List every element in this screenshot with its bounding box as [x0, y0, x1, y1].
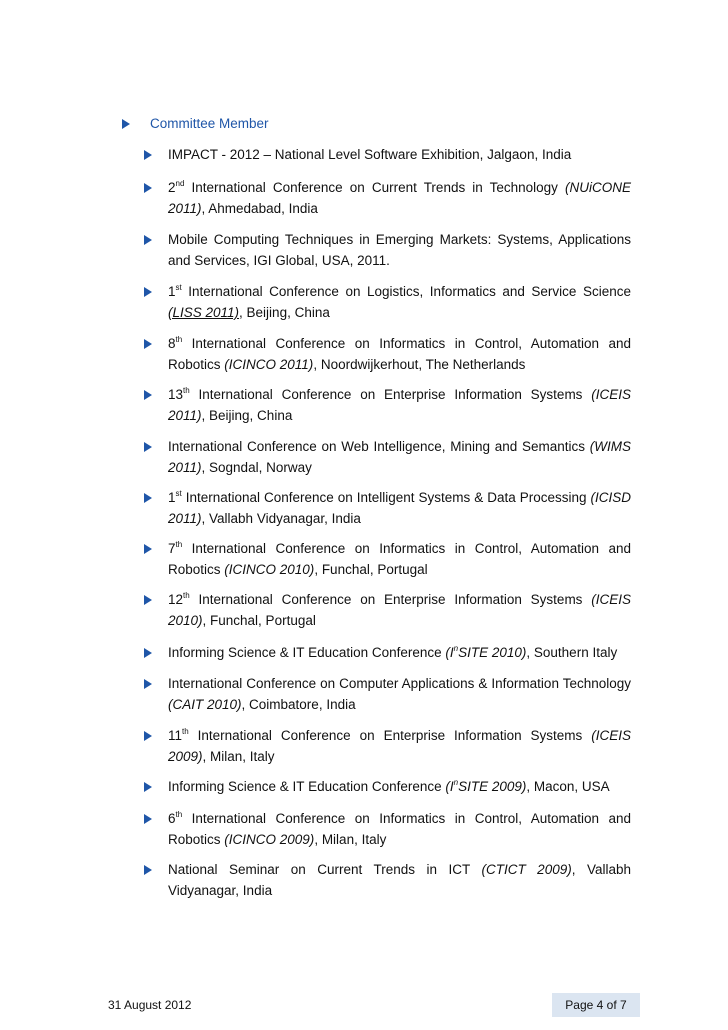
entry-text: (ICEIS — [591, 728, 631, 743]
entry-text: 11 — [168, 728, 183, 743]
entry-text: , Ahmedabad, India — [201, 201, 318, 216]
entry-text: 2011) — [168, 408, 202, 423]
entry-text: National Seminar on Current Trends in ICT — [168, 862, 482, 877]
ordinal-superscript: n — [453, 778, 459, 787]
committee-entry — [168, 673, 631, 715]
arrow-bullet-icon — [144, 865, 152, 875]
arrow-bullet-icon — [144, 595, 152, 605]
arrow-bullet-icon — [144, 150, 152, 160]
entry-text: IMPACT - 2012 – National Level Software Exhibition, Jalgaon, India — [168, 147, 572, 162]
committee-entry — [168, 333, 631, 375]
entry-text: SITE 2009) — [458, 779, 527, 794]
entry-text: (I — [445, 779, 454, 794]
entry-line — [168, 250, 631, 271]
entry-line — [168, 859, 631, 880]
ordinal-superscript: n — [453, 644, 459, 653]
entry-line — [168, 144, 631, 165]
entry-line — [168, 746, 631, 767]
entry-text: Vidyanagar, India — [168, 883, 273, 898]
entry-text: 7 — [168, 541, 176, 556]
entry-text: (CAIT 2010) — [168, 697, 242, 712]
entry-text: (WIMS — [589, 439, 631, 454]
entry-text: International Conference on Informatics in Control, Automation and — [182, 541, 631, 556]
entry-text: (CTICT 2009) — [481, 862, 572, 877]
entry-line — [168, 333, 631, 354]
entry-text: 2011) — [168, 460, 202, 475]
entry-text: , Milan, Italy — [202, 749, 275, 764]
entry-text: 12 — [168, 592, 184, 607]
committee-entry — [168, 436, 631, 478]
entry-text: Robotics — [168, 357, 225, 372]
entry-line — [168, 776, 631, 797]
committee-entry — [168, 642, 631, 663]
committee-entry — [168, 384, 631, 426]
committee-entry — [168, 589, 631, 631]
entry-line — [168, 384, 631, 405]
entry-text: 2009) — [168, 749, 203, 764]
entry-text: , Macon, USA — [526, 779, 610, 794]
entry-text: Mobile Computing Techniques in Emerging Markets: Systems, Applications — [168, 232, 631, 247]
ordinal-superscript: th — [175, 335, 183, 344]
arrow-bullet-icon — [144, 390, 152, 400]
ordinal-superscript: th — [182, 727, 189, 736]
entry-text: 6 — [168, 811, 176, 826]
entry-text: International Conference on Enterprise Information Systems — [189, 592, 592, 607]
entry-text: International Conference on Enterprise Information Systems — [188, 728, 592, 743]
ordinal-superscript: th — [175, 540, 183, 549]
ordinal-superscript: st — [175, 283, 182, 292]
ordinal-superscript: st — [175, 489, 182, 498]
entry-text: and Services, IGI Global, USA, 2011. — [168, 253, 390, 268]
entry-line — [168, 354, 631, 375]
arrow-bullet-icon — [144, 731, 152, 741]
arrow-bullet-icon — [122, 119, 130, 129]
entry-text: SITE 2010) — [458, 645, 527, 660]
entry-text: International Conference on Informatics in Control, Automation and — [182, 811, 631, 826]
entry-text: , Vallabh — [571, 862, 631, 877]
entry-text: , Beijing, China — [201, 408, 293, 423]
entry-text: International Conference on Web Intelligence, Mining and Semantics — [168, 439, 590, 454]
entry-text: 1 — [168, 284, 176, 299]
entry-text: Robotics — [168, 832, 225, 847]
entry-line — [168, 694, 631, 715]
entry-text: , Sogndal, Norway — [201, 460, 312, 475]
ordinal-superscript: nd — [175, 179, 185, 188]
entry-text: , Funchal, Portugal — [202, 613, 316, 628]
heading-text: Committee Member — [150, 116, 269, 131]
entry-text: International Conference on Computer Applications & Information Technology — [168, 676, 631, 691]
entry-line — [168, 589, 631, 610]
entry-text: , Noordwijkerhout, The Netherlands — [313, 357, 526, 372]
entry-text: Informing Science & IT Education Conference — [168, 779, 446, 794]
entry-line — [168, 229, 631, 250]
ordinal-superscript: th — [183, 591, 190, 600]
entry-text: 2011) — [168, 201, 202, 216]
entry-line — [168, 198, 631, 219]
arrow-bullet-icon — [144, 782, 152, 792]
arrow-bullet-icon — [144, 648, 152, 658]
entry-text: (ICISD — [590, 490, 631, 505]
entry-text: 1 — [168, 490, 176, 505]
footer-date: 31 August 2012 — [108, 998, 192, 1012]
entry-text: Robotics — [168, 562, 225, 577]
entry-line — [168, 302, 631, 323]
entry-text: (ICINCO 2011) — [224, 357, 314, 372]
committee-entry — [168, 859, 631, 901]
committee-entry — [168, 177, 631, 219]
arrow-bullet-icon — [144, 544, 152, 554]
arrow-bullet-icon — [144, 339, 152, 349]
arrow-bullet-icon — [144, 679, 152, 689]
committee-entry — [168, 808, 631, 850]
entry-line — [168, 508, 631, 529]
entry-line — [168, 642, 631, 663]
entry-line — [168, 177, 631, 198]
entry-line — [168, 610, 631, 631]
entry-text: 8 — [168, 336, 176, 351]
entry-text: , Milan, Italy — [314, 832, 387, 847]
entry-line — [168, 559, 631, 580]
arrow-bullet-icon — [144, 235, 152, 245]
entry-text: 13 — [168, 387, 184, 402]
entry-text: (I — [445, 645, 454, 660]
entry-line — [168, 281, 631, 302]
entry-text: (ICINCO 2010) — [224, 562, 315, 577]
page-number: Page 4 of 7 — [552, 993, 640, 1017]
entry-text: 2 — [168, 180, 176, 195]
entry-text: International Conference on Enterprise Information Systems — [189, 387, 592, 402]
entry-text: , Coimbatore, India — [241, 697, 356, 712]
entry-text: (ICEIS — [591, 592, 631, 607]
ordinal-superscript: th — [175, 810, 183, 819]
arrow-bullet-icon — [144, 493, 152, 503]
entry-line — [168, 725, 631, 746]
entry-line — [168, 829, 631, 850]
committee-entry — [168, 487, 631, 529]
entry-text: , Funchal, Portugal — [314, 562, 428, 577]
entry-line — [168, 405, 631, 426]
entry-text: (NUiCONE — [565, 180, 631, 195]
entry-line — [168, 457, 631, 478]
entry-text: (LISS 2011) — [168, 305, 240, 320]
entry-line — [168, 673, 631, 694]
entry-line — [168, 880, 631, 901]
entry-line — [168, 487, 631, 508]
entry-text: 2010) — [168, 613, 203, 628]
entry-text: , Beijing, China — [239, 305, 330, 320]
entry-line — [168, 538, 631, 559]
committee-entry — [168, 144, 631, 165]
arrow-bullet-icon — [144, 814, 152, 824]
entry-text: (ICEIS — [591, 387, 631, 402]
entry-text: International Conference on Logistics, Informatics and Service Science — [181, 284, 631, 299]
entry-line — [168, 436, 631, 457]
committee-entry — [168, 281, 631, 323]
committee-entry — [168, 725, 631, 767]
arrow-bullet-icon — [144, 183, 152, 193]
entry-text: , Southern Italy — [526, 645, 618, 660]
entry-text: 2011) — [168, 511, 202, 526]
entry-line — [168, 808, 631, 829]
entry-text: International Conference on Informatics in Control, Automation and — [182, 336, 631, 351]
entry-text: International Conference on Current Trends in Technology — [184, 180, 565, 195]
entry-text: Informing Science & IT Education Conference — [168, 645, 446, 660]
committee-entry — [168, 538, 631, 580]
entry-text: International Conference on Intelligent Systems & Data Processing — [181, 490, 591, 505]
entry-text: , Vallabh Vidyanagar, India — [201, 511, 361, 526]
committee-entry — [168, 776, 631, 797]
committee-entry — [168, 229, 631, 271]
arrow-bullet-icon — [144, 287, 152, 297]
entry-text: (ICINCO 2009) — [224, 832, 315, 847]
ordinal-superscript: th — [183, 386, 190, 395]
arrow-bullet-icon — [144, 442, 152, 452]
